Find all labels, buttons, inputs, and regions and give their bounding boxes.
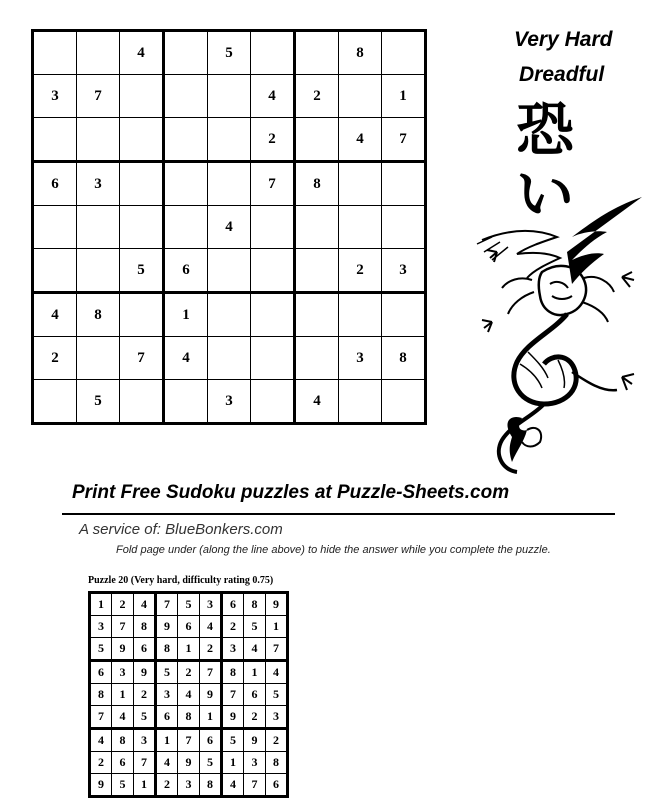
- puzzle-cell: 4: [208, 206, 251, 249]
- answer-cell: 9: [156, 616, 178, 638]
- answer-cell: 4: [156, 752, 178, 774]
- answer-cell: 2: [244, 706, 266, 729]
- answer-cell: 4: [266, 661, 288, 684]
- answer-cell: 1: [244, 661, 266, 684]
- puzzle-cell: [251, 249, 295, 293]
- puzzle-cell: [382, 162, 426, 206]
- answer-cell: 8: [178, 706, 200, 729]
- puzzle-row: [33, 249, 426, 293]
- puzzle-cell: [164, 31, 208, 75]
- puzzle-cell: 1: [382, 75, 426, 118]
- puzzle-cell: [120, 162, 164, 206]
- puzzle-cell: [164, 380, 208, 424]
- answer-cell: 4: [112, 706, 134, 729]
- answer-cell: 9: [200, 684, 222, 706]
- answer-caption: Puzzle 20 (Very hard, difficulty rating 0.75): [88, 575, 274, 586]
- answer-cell: 7: [244, 774, 266, 797]
- answer-cell: 1: [266, 616, 288, 638]
- puzzle-cell: 2: [33, 337, 77, 380]
- answer-cell: 7: [222, 684, 244, 706]
- service-credit: A service of: BlueBonkers.com: [79, 521, 283, 538]
- answer-cell: 5: [90, 638, 112, 661]
- answer-cell: 6: [156, 706, 178, 729]
- puzzle-cell: 5: [120, 249, 164, 293]
- answer-cell: 1: [90, 593, 112, 616]
- answer-cell: 3: [134, 729, 156, 752]
- answer-cell: 8: [156, 638, 178, 661]
- answer-row: [90, 706, 288, 729]
- sudoku-puzzle-grid: [31, 29, 427, 425]
- answer-cell: 4: [134, 593, 156, 616]
- answer-cell: 1: [222, 752, 244, 774]
- puzzle-cell: 3: [339, 337, 382, 380]
- kanji-character-2: い: [515, 160, 574, 228]
- answer-cell: 8: [244, 593, 266, 616]
- answer-cell: 3: [200, 593, 222, 616]
- puzzle-cell: 2: [295, 75, 339, 118]
- puzzle-cell: 7: [251, 162, 295, 206]
- puzzle-cell: [251, 337, 295, 380]
- answer-cell: 4: [178, 684, 200, 706]
- puzzle-cell: 6: [164, 249, 208, 293]
- answer-cell: 9: [222, 706, 244, 729]
- puzzle-cell: 2: [251, 118, 295, 162]
- puzzle-cell: [208, 249, 251, 293]
- headline-text: Print Free Sudoku puzzles at Puzzle-Sheets.com: [72, 482, 510, 503]
- answer-cell: 6: [178, 616, 200, 638]
- answer-cell: 2: [112, 593, 134, 616]
- difficulty-descriptor: Dreadful: [519, 63, 605, 86]
- answer-cell: 3: [244, 752, 266, 774]
- answer-cell: 5: [178, 593, 200, 616]
- puzzle-cell: [208, 337, 251, 380]
- puzzle-cell: 7: [120, 337, 164, 380]
- puzzle-cell: 5: [208, 31, 251, 75]
- puzzle-row: [33, 380, 426, 424]
- puzzle-cell: 6: [33, 162, 77, 206]
- answer-cell: 3: [90, 616, 112, 638]
- answer-cell: 5: [134, 706, 156, 729]
- answer-row: [90, 593, 288, 616]
- puzzle-cell: [120, 118, 164, 162]
- puzzle-cell: 4: [339, 118, 382, 162]
- answer-cell: 8: [134, 616, 156, 638]
- puzzle-cell: [295, 337, 339, 380]
- answer-cell: 4: [222, 774, 244, 797]
- puzzle-cell: [77, 206, 120, 249]
- puzzle-cell: [77, 249, 120, 293]
- answer-cell: 1: [178, 638, 200, 661]
- answer-cell: 3: [266, 706, 288, 729]
- answer-cell: 6: [222, 593, 244, 616]
- answer-row: [90, 774, 288, 797]
- answer-cell: 9: [134, 661, 156, 684]
- answer-row: [90, 752, 288, 774]
- puzzle-row: [33, 118, 426, 162]
- puzzle-cell: [33, 31, 77, 75]
- answer-cell: 7: [200, 661, 222, 684]
- answer-cell: 7: [178, 729, 200, 752]
- difficulty-level: Very Hard: [514, 28, 613, 51]
- answer-cell: 3: [112, 661, 134, 684]
- answer-cell: 2: [90, 752, 112, 774]
- fold-instructions: Fold page under (along the line above) to hide the answer while you complete the puzzle.: [116, 544, 551, 556]
- puzzle-cell: [295, 293, 339, 337]
- kanji-character-1: 恐: [515, 96, 574, 164]
- puzzle-cell: [120, 206, 164, 249]
- fold-line: [62, 513, 615, 515]
- puzzle-cell: 8: [77, 293, 120, 337]
- puzzle-cell: [120, 75, 164, 118]
- puzzle-cell: [382, 206, 426, 249]
- puzzle-cell: [339, 206, 382, 249]
- answer-cell: 8: [200, 774, 222, 797]
- puzzle-row: [33, 75, 426, 118]
- answer-cell: 8: [222, 661, 244, 684]
- puzzle-cell: [295, 118, 339, 162]
- answer-cell: 5: [266, 684, 288, 706]
- answer-cell: 6: [244, 684, 266, 706]
- puzzle-cell: [208, 293, 251, 337]
- puzzle-cell: 3: [33, 75, 77, 118]
- puzzle-cell: [164, 118, 208, 162]
- answer-cell: 2: [156, 774, 178, 797]
- puzzle-row: [33, 162, 426, 206]
- puzzle-cell: [164, 206, 208, 249]
- puzzle-cell: [382, 380, 426, 424]
- puzzle-cell: [295, 249, 339, 293]
- puzzle-cell: [33, 380, 77, 424]
- puzzle-cell: [251, 293, 295, 337]
- puzzle-cell: [251, 206, 295, 249]
- puzzle-cell: [295, 206, 339, 249]
- puzzle-cell: [208, 118, 251, 162]
- puzzle-cell: [33, 206, 77, 249]
- answer-cell: 9: [112, 638, 134, 661]
- answer-row: [90, 729, 288, 752]
- puzzle-cell: 7: [382, 118, 426, 162]
- answer-cell: 3: [222, 638, 244, 661]
- puzzle-row: [33, 31, 426, 75]
- answer-cell: 5: [156, 661, 178, 684]
- answer-cell: 5: [112, 774, 134, 797]
- answer-cell: 2: [200, 638, 222, 661]
- puzzle-cell: [339, 293, 382, 337]
- answer-cell: 6: [200, 729, 222, 752]
- answer-cell: 5: [222, 729, 244, 752]
- answer-cell: 9: [266, 593, 288, 616]
- sudoku-answer-grid: [88, 591, 289, 798]
- puzzle-cell: 4: [120, 31, 164, 75]
- answer-row: [90, 661, 288, 684]
- answer-cell: 5: [200, 752, 222, 774]
- puzzle-cell: 5: [77, 380, 120, 424]
- puzzle-cell: 8: [295, 162, 339, 206]
- answer-cell: 9: [90, 774, 112, 797]
- puzzle-cell: [164, 162, 208, 206]
- answer-cell: 9: [178, 752, 200, 774]
- answer-cell: 7: [134, 752, 156, 774]
- puzzle-cell: [77, 337, 120, 380]
- answer-cell: 1: [200, 706, 222, 729]
- puzzle-row: [33, 337, 426, 380]
- puzzle-cell: [208, 75, 251, 118]
- answer-cell: 6: [266, 774, 288, 797]
- puzzle-cell: 7: [77, 75, 120, 118]
- puzzle-cell: 4: [251, 75, 295, 118]
- answer-cell: 2: [178, 661, 200, 684]
- puzzle-row: [33, 206, 426, 249]
- answer-row: [90, 638, 288, 661]
- answer-cell: 7: [156, 593, 178, 616]
- answer-cell: 3: [156, 684, 178, 706]
- puzzle-cell: 3: [77, 162, 120, 206]
- puzzle-cell: 4: [164, 337, 208, 380]
- puzzle-cell: 3: [382, 249, 426, 293]
- answer-cell: 5: [244, 616, 266, 638]
- answer-cell: 1: [156, 729, 178, 752]
- answer-cell: 7: [266, 638, 288, 661]
- puzzle-cell: [339, 380, 382, 424]
- answer-cell: 4: [90, 729, 112, 752]
- puzzle-row: [33, 293, 426, 337]
- answer-cell: 7: [112, 616, 134, 638]
- puzzle-cell: [339, 162, 382, 206]
- puzzle-cell: [120, 380, 164, 424]
- puzzle-cell: [295, 31, 339, 75]
- answer-cell: 8: [266, 752, 288, 774]
- answer-cell: 4: [200, 616, 222, 638]
- puzzle-cell: [33, 249, 77, 293]
- puzzle-cell: [77, 31, 120, 75]
- puzzle-cell: [251, 380, 295, 424]
- answer-cell: 1: [112, 684, 134, 706]
- answer-cell: 9: [244, 729, 266, 752]
- puzzle-cell: 1: [164, 293, 208, 337]
- puzzle-cell: [339, 75, 382, 118]
- answer-cell: 6: [112, 752, 134, 774]
- puzzle-cell: [33, 118, 77, 162]
- puzzle-cell: 8: [382, 337, 426, 380]
- answer-cell: 8: [90, 684, 112, 706]
- answer-cell: 7: [90, 706, 112, 729]
- answer-cell: 1: [134, 774, 156, 797]
- puzzle-cell: [208, 162, 251, 206]
- puzzle-cell: [382, 31, 426, 75]
- puzzle-cell: [77, 118, 120, 162]
- answer-cell: 3: [178, 774, 200, 797]
- answer-cell: 2: [222, 616, 244, 638]
- puzzle-cell: 2: [339, 249, 382, 293]
- puzzle-cell: [251, 31, 295, 75]
- answer-cell: 6: [134, 638, 156, 661]
- dragon-illustration: [472, 192, 647, 477]
- puzzle-cell: [382, 293, 426, 337]
- puzzle-cell: [164, 75, 208, 118]
- answer-row: [90, 616, 288, 638]
- puzzle-cell: [120, 293, 164, 337]
- puzzle-cell: 3: [208, 380, 251, 424]
- answer-cell: 8: [112, 729, 134, 752]
- answer-cell: 2: [266, 729, 288, 752]
- answer-cell: 2: [134, 684, 156, 706]
- puzzle-cell: 8: [339, 31, 382, 75]
- puzzle-cell: 4: [295, 380, 339, 424]
- answer-cell: 4: [244, 638, 266, 661]
- answer-row: [90, 684, 288, 706]
- answer-cell: 6: [90, 661, 112, 684]
- puzzle-cell: 4: [33, 293, 77, 337]
